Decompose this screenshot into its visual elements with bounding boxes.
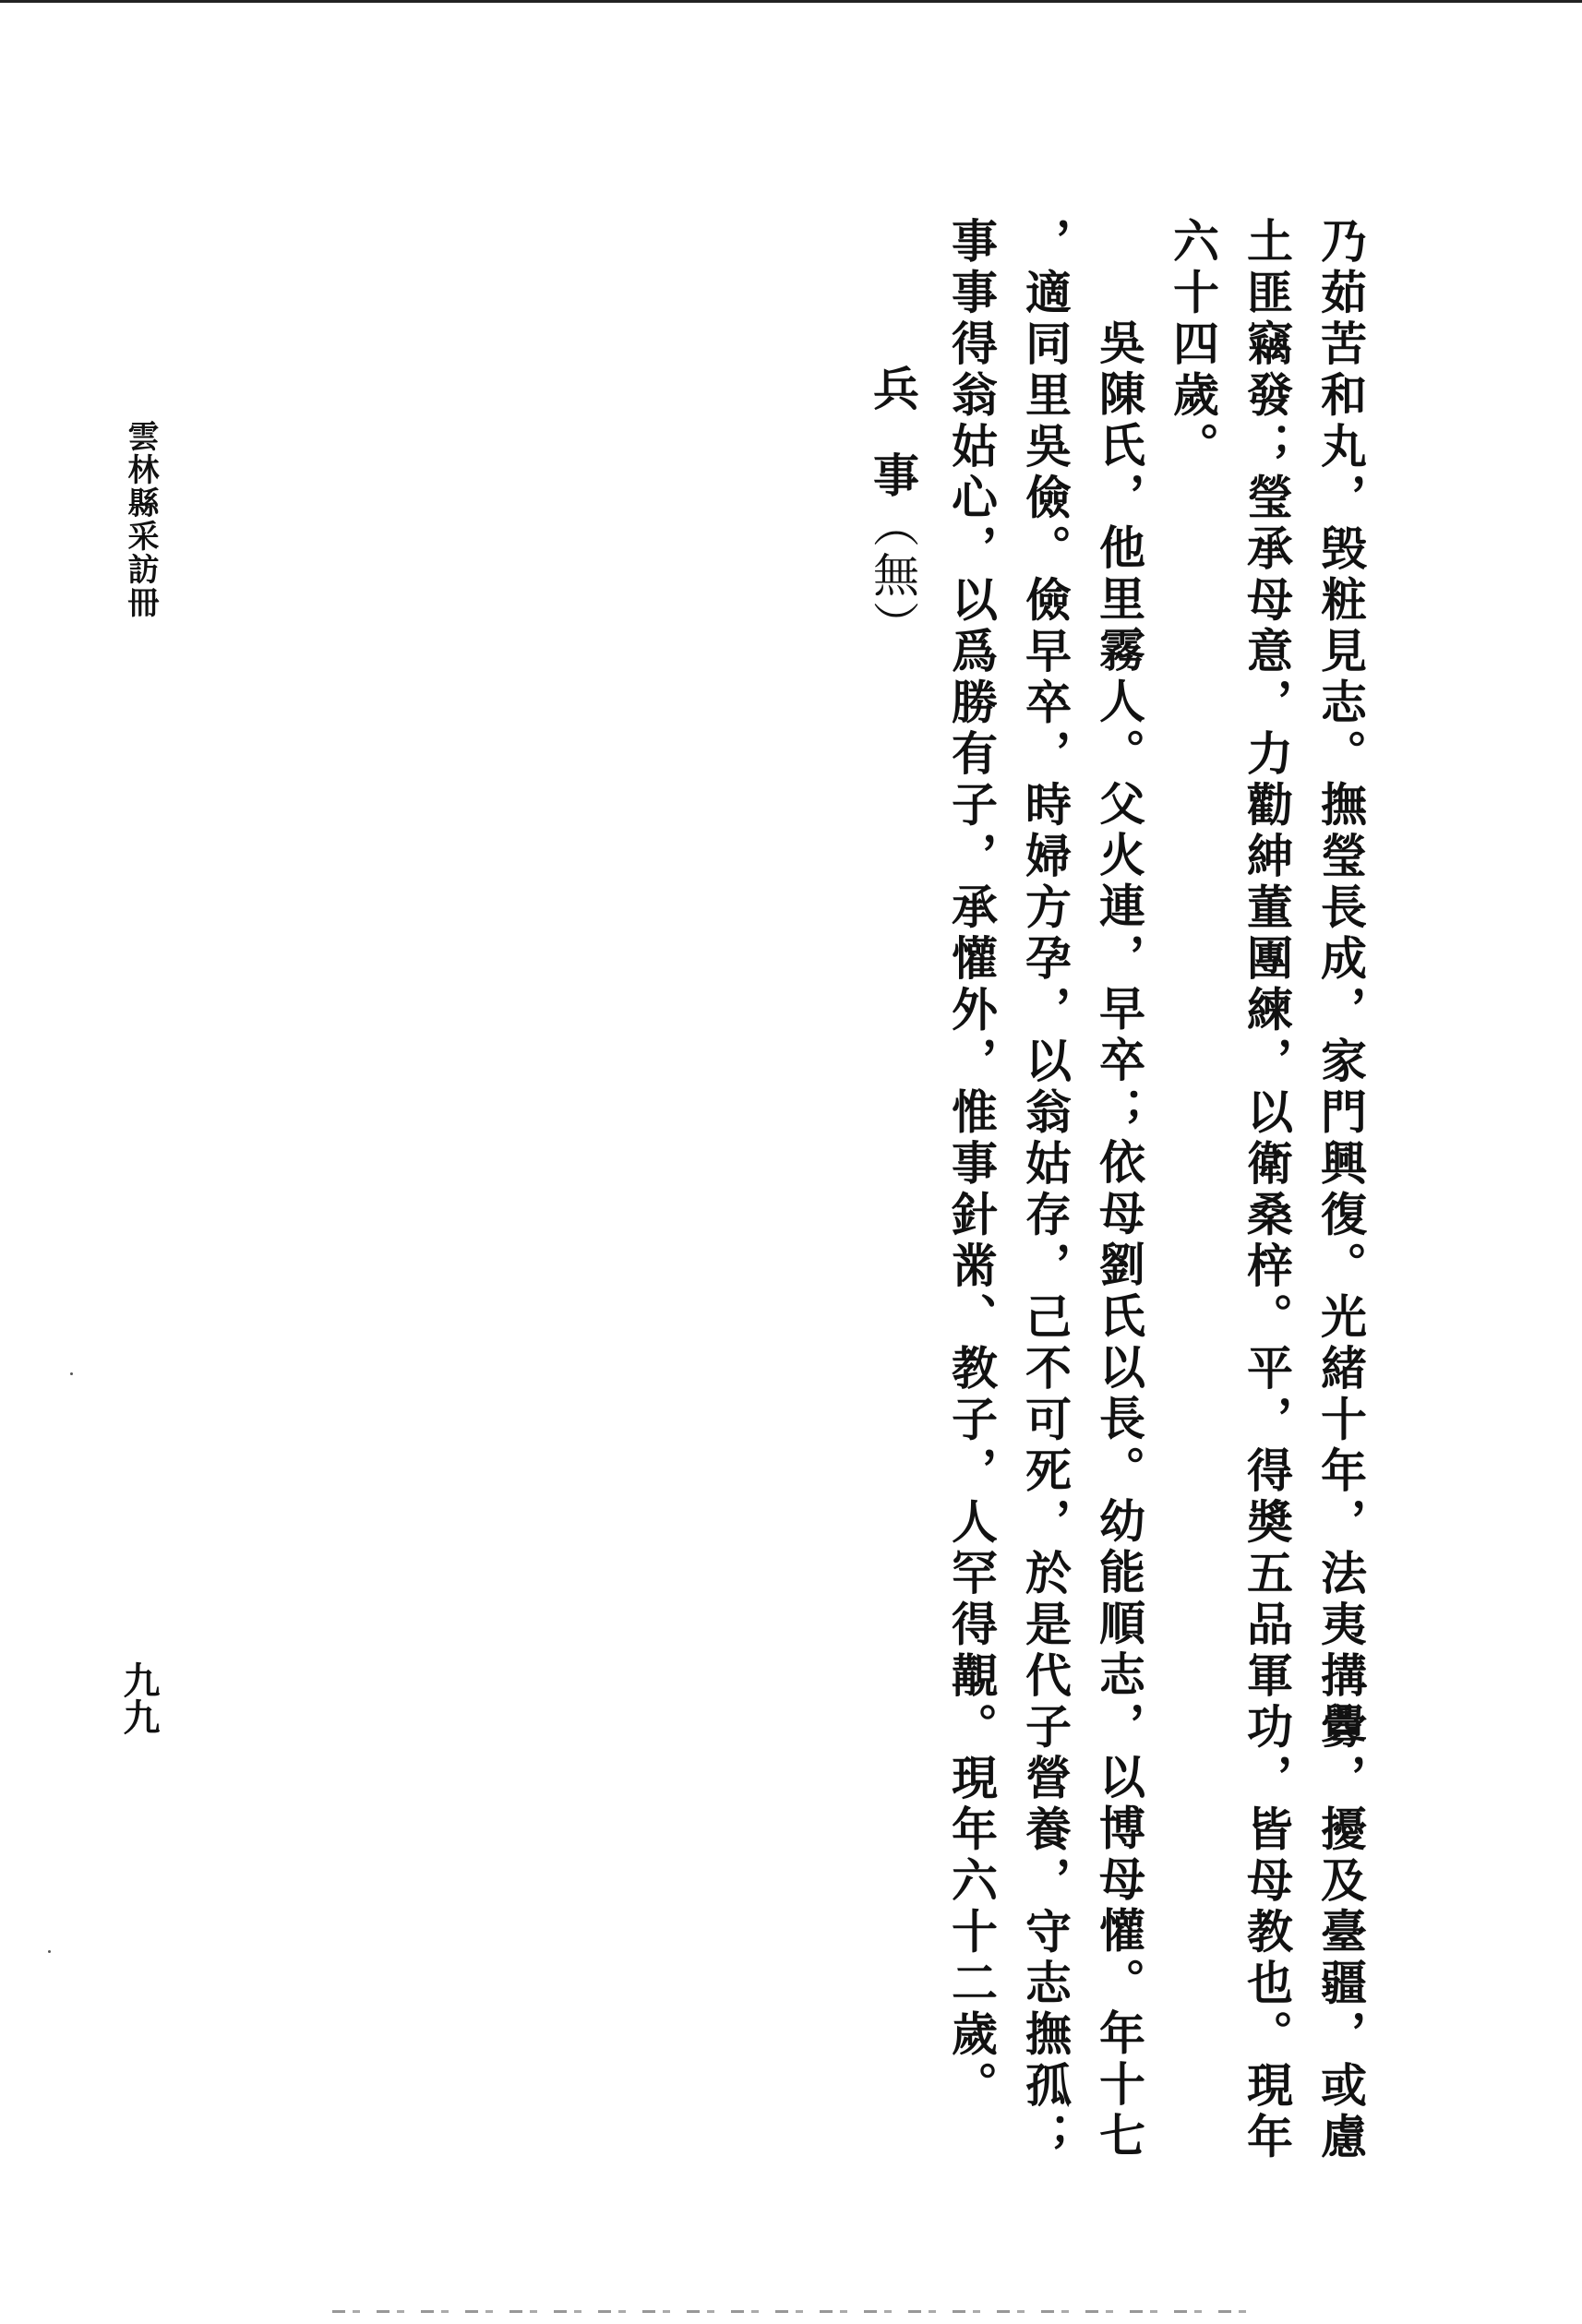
- section-heading: [866, 365, 919, 651]
- body-column-4: 吳陳氏，他里霧人。父火連，早卒；依母劉氏以長。幼能順志，以博母懽。年十七: [1092, 318, 1146, 2162]
- section-heading-note: （無）: [866, 501, 919, 651]
- body-column-3: 六十四歲。: [1166, 217, 1220, 473]
- body-column-2: 土匪竊發；瑩承母意，力勸紳董團練，以衛桑梓。平，得奬五品軍功，皆母教也。現年: [1240, 217, 1294, 2163]
- top-border-rule: [0, 0, 1582, 3]
- running-title: 雲林縣采訪冊: [122, 420, 159, 619]
- section-heading-label-2: 事: [866, 451, 919, 501]
- scan-speck: [70, 1372, 73, 1375]
- body-column-6: 事事得翁姑心，以爲勝有子，承懽外，惟事針黹、教子，人罕得覯。現年六十二歲。: [944, 217, 999, 2113]
- page-number: 九九: [117, 1661, 161, 1735]
- scan-bottom-streak: [332, 2310, 1255, 2313]
- section-heading-label-1: 兵: [866, 365, 919, 414]
- body-column-5: ，適同里吳儉。儉早卒，時婦方孕，以翁姑存，己不可死，於是代子營養，守志撫孤；: [1018, 217, 1073, 2163]
- body-column-1: 乃茹苦和丸，毁粧見志。撫瑩長成，家門興復。光緒十年，法夷搆釁，擾及臺疆，或慮: [1313, 217, 1368, 2163]
- scan-speck: [48, 1950, 51, 1953]
